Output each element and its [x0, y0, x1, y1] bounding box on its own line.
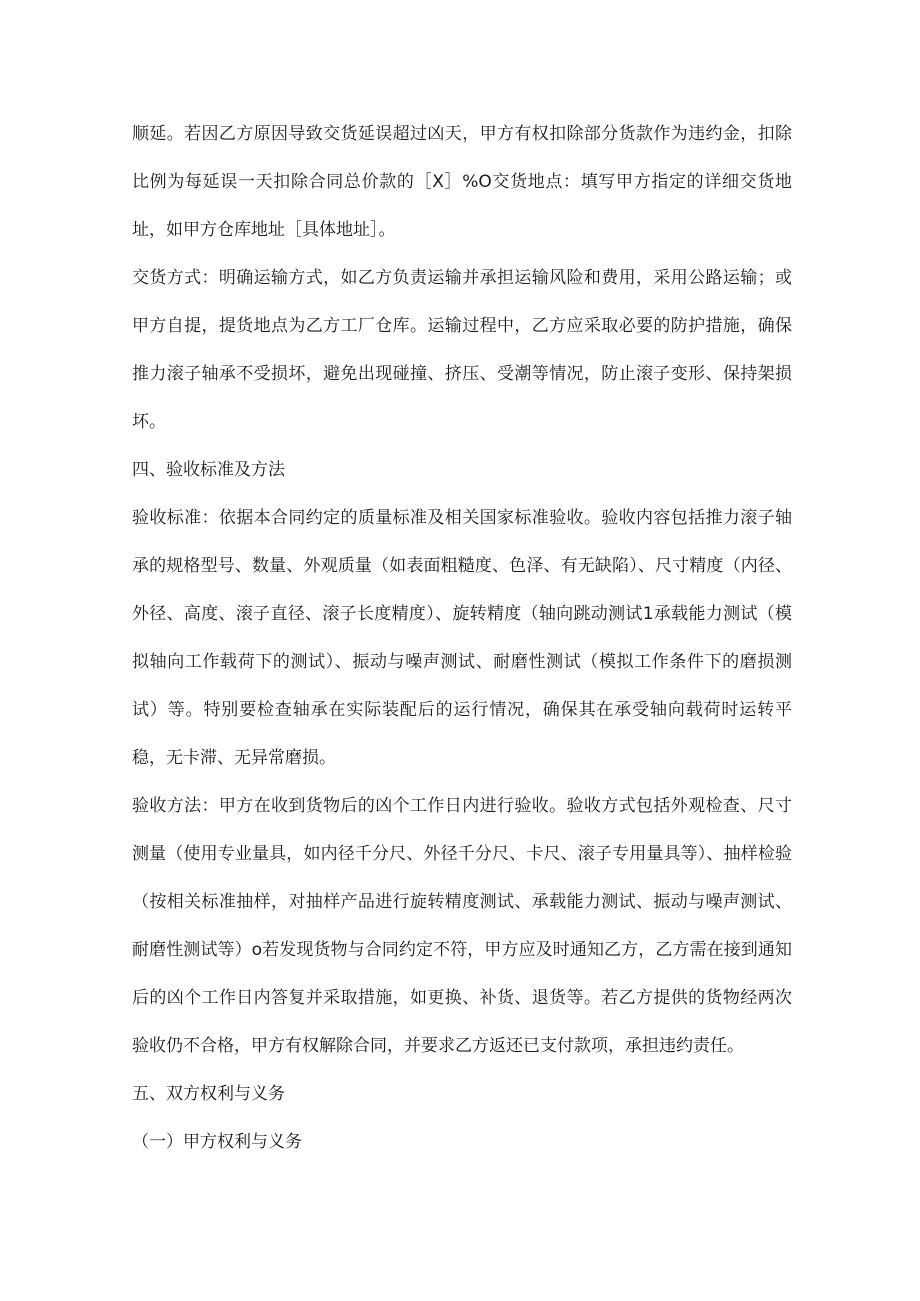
subsection-heading-party-a: （一）甲方权利与义务: [132, 1132, 302, 1152]
section-heading-acceptance: 四、验收标准及方法: [132, 460, 285, 480]
paragraph-delivery-delay: 顺延。若因乙方原因导致交货延误超过凶天，甲方有权扣除部分货款作为违约金，扣除比例为每延误一天扣除合同总价款的［X］%O交货地点：填写甲方指定的详细交货地址，如甲方仓库地址［具体地址］。: [132, 124, 792, 240]
section-heading-rights-obligations: 五、双方权利与义务: [132, 1084, 285, 1104]
paragraph-delivery-method: 交货方式：明确运输方式，如乙方负责运输并承担运输风险和费用，采用公路运输；或甲方自提，提货地点为乙方工厂仓库。运输过程中，乙方应采取必要的防护措施，确保推力滚子轴承不受损坏，避免出现碰撞、挤压、受潮等情况，防止滚子变形、保持架损坏。: [132, 268, 792, 432]
document-body: [132, 110, 792, 1166]
paragraph-acceptance-standard: 验收标准：依据本合同约定的质量标准及相关国家标准验收。验收内容包括推力滚子轴承的规格型号、数量、外观质量（如表面粗糙度、色泽、有无缺陷）、尺寸精度（内径、外径、高度、滚子直径、滚子长度精度）、旋转精度（轴向跳动测试1承载能力测试（模拟轴向工作载荷下的测试）、振动与噪声测试、耐磨性测试（模拟工作条件下的磨损测试）等。特别要检查轴承在实际装配后的运行情况，确保其在承受轴向载荷时运转平稳，无卡滞、无异常磨损。: [132, 508, 792, 768]
paragraph-acceptance-method: 验收方法：甲方在收到货物后的凶个工作日内进行验收。验收方式包括外观检查、尺寸测量（使用专业量具，如内径千分尺、外径千分尺、卡尺、滚子专用量具等）、抽样检验（按相关标准抽样，对抽样产品进行旋转精度测试、承载能力测试、振动与噪声测试、耐磨性测试等）o若发现货物与合同约定不符，甲方应及时通知乙方，乙方需在接到通知后的凶个工作日内答复并采取措施，如更换、补货、退货等。若乙方提供的货物经两次验收仍不合格，甲方有权解除合同，并要求乙方返还已支付款项，承担违约责任。: [132, 796, 792, 1056]
